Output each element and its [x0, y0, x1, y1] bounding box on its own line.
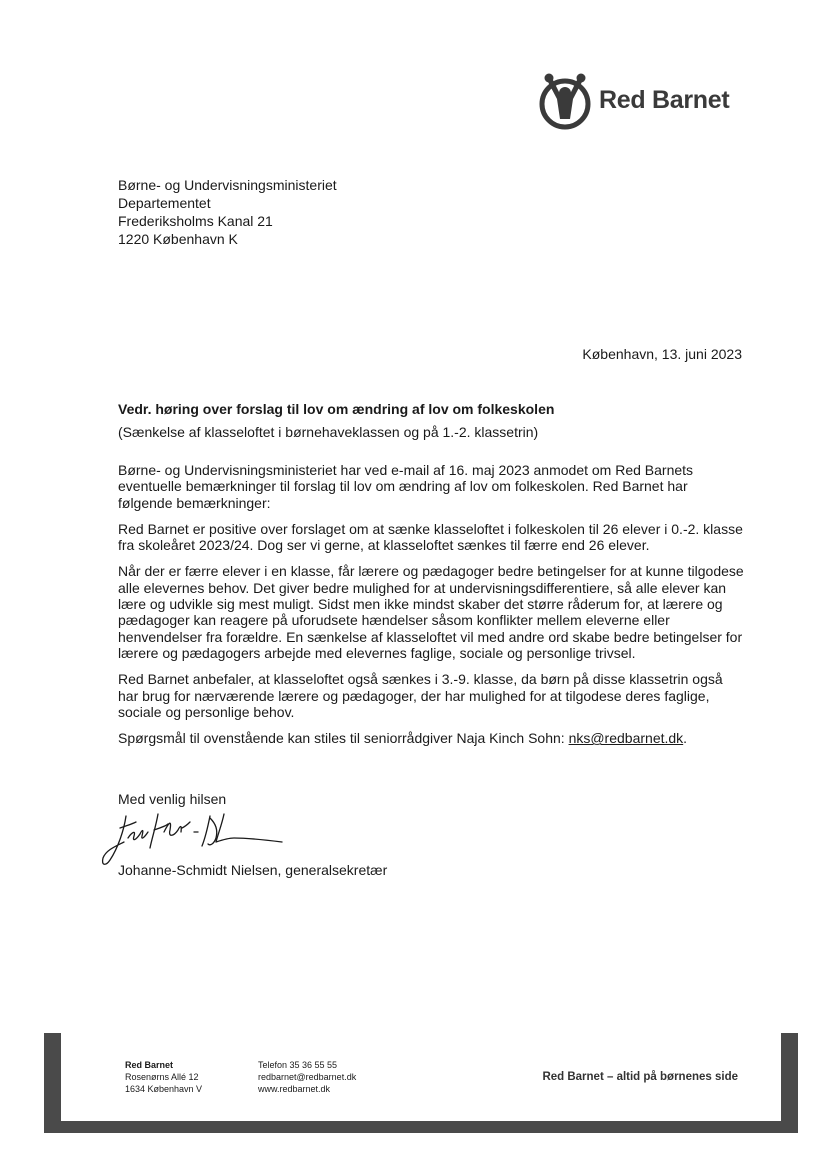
footer-web-link[interactable]: www.redbarnet.dk — [258, 1084, 331, 1094]
footer-tagline: Red Barnet – altid på børnenes side — [542, 1071, 738, 1083]
letter-footer — [44, 1033, 798, 1133]
contact-paragraph — [118, 730, 744, 746]
recipient-line: Børne- og Undervisningsministeriet — [118, 177, 337, 193]
brand-name: Red Barnet — [599, 86, 730, 114]
contact-email-link[interactable]: nks@redbarnet.dk — [568, 730, 684, 747]
letter-subject: Vedr. høring over forslag til lov om ændring af lov om folkeskolen — [118, 401, 555, 417]
recipient-address — [118, 176, 337, 248]
body-paragraph: Red Barnet anbefaler, at klasseloftet også sænkes i 3.-9. klasse, da børn på disse klassetrin også har brug for nærværende lærere og pædagoger, der har mulighed for at tilgodese deres faglige, sociale og personlige behov. — [118, 671, 723, 720]
footer-contact — [258, 1059, 356, 1095]
footer-org-name: Red Barnet — [125, 1060, 174, 1070]
handwritten-signature — [98, 808, 283, 868]
footer-street: Rosenørns Allé 12 — [125, 1072, 199, 1082]
footer-phone: Telefon 35 36 55 55 — [258, 1060, 338, 1070]
footer-bottom-bar — [44, 1121, 798, 1133]
logo — [537, 72, 737, 132]
footer-city: 1634 København V — [125, 1084, 203, 1094]
letter-body — [118, 462, 744, 756]
contact-end: . — [683, 730, 688, 747]
child-arms-raised-icon — [537, 72, 593, 132]
body-paragraph: Børne- og Undervisningsministeriet har ved e-mail af 16. maj 2023 anmodet om Red Barnets eventuelle bemærkninger til forslag til lov om ændring af lov om folkeskolen. Red Barnet har følgende bemærkninger: — [118, 462, 694, 511]
footer-right-bar — [781, 1033, 798, 1133]
recipient-line: Departementet — [118, 195, 211, 211]
footer-address — [125, 1059, 202, 1095]
body-paragraph: Red Barnet er positive over forslaget om at sænke klasseloftet i folkeskolen til 26 elever i 0.-2. klasse fra skoleåret 2023/24. Dog ser vi gerne, at klasseloftet sænkes til færre end 26 elever. — [118, 520, 743, 554]
recipient-line: Frederiksholms Kanal 21 — [118, 213, 273, 229]
closing-greeting: Med venlig hilsen — [118, 791, 227, 807]
footer-left-bar — [44, 1033, 61, 1133]
footer-email-link[interactable]: redbarnet@redbarnet.dk — [258, 1072, 357, 1082]
letter-subtitle: (Sænkelse af klasseloftet i børnehaveklassen og på 1.-2. klassetrin) — [118, 424, 539, 440]
signer-name: Johanne-Schmidt Nielsen, generalsekretær — [118, 862, 388, 878]
contact-text: Spørgsmål til ovenstående kan stiles til seniorrådgiver Naja Kinch Sohn: — [118, 730, 569, 747]
letter-date: København, 13. juni 2023 — [582, 346, 742, 362]
recipient-line: 1220 København K — [118, 231, 238, 247]
body-paragraph: Når der er færre elever i en klasse, får lærere og pædagoger bedre betingelser for at kunne tilgodese alle elevernes behov. Det giver bedre mulighed for at undervisningsdifferentiere, så alle elever kan lære og udvikle sig mest muligt. Sidst men ikke mindst skaber det større råderum for, at lærere og pædagoger kan reagere på uforudsete hændelser såsom konflikter mellem eleverne eller henvendelser fra forældre. En sænkelse af klasseloftet vil med andre ord skabe bedre betingelser for lærere og pædagogers arbejde med elevernes faglige, sociale og personlige trivsel. — [118, 563, 744, 661]
